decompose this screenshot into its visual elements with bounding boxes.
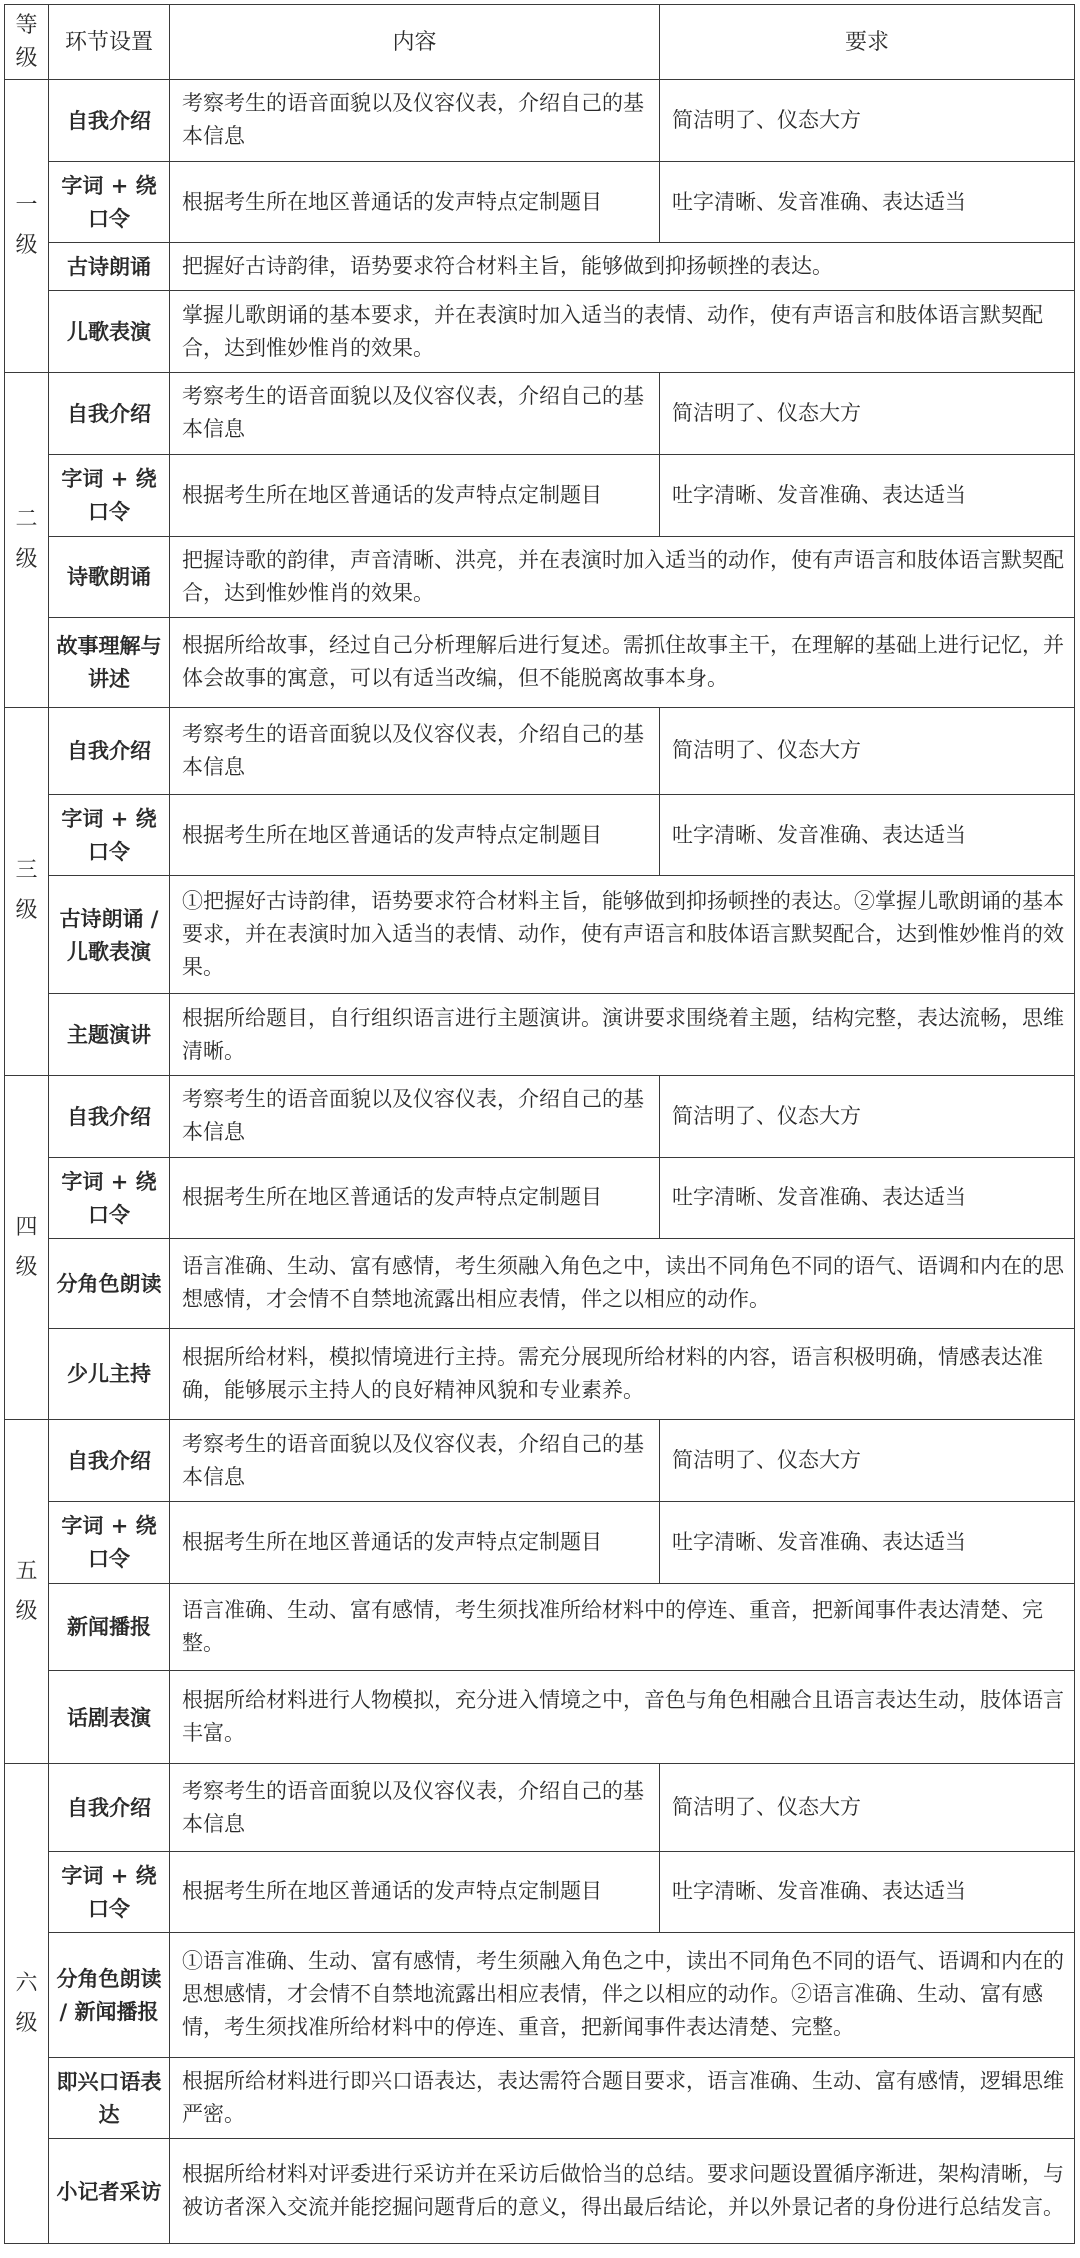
exam-requirements-table-container bbox=[4, 4, 1074, 2244]
requirement-cell: 简洁明了、仪态大方 bbox=[660, 373, 1075, 455]
table-row bbox=[5, 1670, 1075, 1764]
requirement-cell: 简洁明了、仪态大方 bbox=[660, 80, 1075, 162]
content-cell: 语言准确、生动、富有感情，考生须找准所给材料中的停连、重音，把新闻事件表达清楚、完整。 bbox=[170, 1583, 1075, 1670]
stage-cell: 自我介绍 bbox=[49, 1420, 170, 1502]
header-content: 内容 bbox=[170, 5, 660, 80]
level-cell bbox=[5, 1764, 49, 2244]
content-cell: 根据所给材料对评委进行采访并在采访后做恰当的总结。要求问题设置循序渐进，架构清晰，与被访者深入交流并能挖掘问题背后的意义，得出最后结论，并以外景记者的身份进行总结发言。 bbox=[170, 2139, 1075, 2244]
level-label: 四级 bbox=[15, 1214, 38, 1280]
content-cell: 根据所给材料进行即兴口语表达，表达需符合题目要求，语言准确、生动、富有感情，逻辑思维严密。 bbox=[170, 2057, 1075, 2139]
stage-cell: 故事理解与讲述 bbox=[49, 618, 170, 707]
content-cell: 语言准确、生动、富有感情，考生须融入角色之中，读出不同角色不同的语气、语调和内在的思想感情，才会情不自禁地流露出相应表情，伴之以相应的动作。 bbox=[170, 1239, 1075, 1328]
requirement-cell: 吐字清晰、发音准确、表达适当 bbox=[660, 1851, 1075, 1933]
table-row bbox=[5, 1075, 1075, 1157]
stage-cell: 自我介绍 bbox=[49, 707, 170, 794]
table-row bbox=[5, 794, 1075, 876]
content-cell: 根据所给材料进行人物模拟，充分进入情境之中，音色与角色相融合且语言表达生动，肢体语言丰富。 bbox=[170, 1670, 1075, 1764]
level-label: 六级 bbox=[15, 1970, 38, 2036]
table-row bbox=[5, 876, 1075, 994]
stage-cell: 儿歌表演 bbox=[49, 291, 170, 373]
content-cell: 考察考生的语音面貌以及仪容仪表，介绍自己的基本信息 bbox=[170, 1075, 660, 1157]
table-row bbox=[5, 1157, 1075, 1239]
requirement-cell: 吐字清晰、发音准确、表达适当 bbox=[660, 161, 1075, 243]
content-cell: 考察考生的语音面貌以及仪容仪表，介绍自己的基本信息 bbox=[170, 707, 660, 794]
requirement-cell: 简洁明了、仪态大方 bbox=[660, 707, 1075, 794]
stage-cell: 自我介绍 bbox=[49, 373, 170, 455]
stage-cell: 字词 + 绕口令 bbox=[49, 794, 170, 876]
stage-cell: 自我介绍 bbox=[49, 1764, 170, 1851]
level-cell bbox=[5, 1420, 49, 1764]
table-row bbox=[5, 618, 1075, 707]
level-cell bbox=[5, 1075, 49, 1419]
content-cell: 根据考生所在地区普通话的发声特点定制题目 bbox=[170, 1501, 660, 1583]
stage-cell: 话剧表演 bbox=[49, 1670, 170, 1764]
content-cell: 根据所给材料，模拟情境进行主持。需充分展现所给材料的内容，语言积极明确，情感表达准确，能够展示主持人的良好精神风貌和专业素养。 bbox=[170, 1328, 1075, 1420]
header-level: 等级 bbox=[5, 5, 49, 80]
table-row bbox=[5, 1851, 1075, 1933]
exam-requirements-table bbox=[4, 4, 1075, 2244]
stage-cell: 自我介绍 bbox=[49, 80, 170, 162]
requirement-cell: 吐字清晰、发音准确、表达适当 bbox=[660, 1501, 1075, 1583]
table-row bbox=[5, 536, 1075, 618]
level-cell bbox=[5, 80, 49, 373]
content-cell: 根据考生所在地区普通话的发声特点定制题目 bbox=[170, 1157, 660, 1239]
level-label: 五级 bbox=[15, 1558, 38, 1624]
requirement-cell: 简洁明了、仪态大方 bbox=[660, 1420, 1075, 1502]
header-requirement: 要求 bbox=[660, 5, 1075, 80]
content-cell: 根据考生所在地区普通话的发声特点定制题目 bbox=[170, 794, 660, 876]
table-row bbox=[5, 1420, 1075, 1502]
content-cell: 考察考生的语音面貌以及仪容仪表，介绍自己的基本信息 bbox=[170, 1420, 660, 1502]
stage-cell: 字词 + 绕口令 bbox=[49, 1851, 170, 1933]
table-row bbox=[5, 161, 1075, 243]
level-label: 一级 bbox=[15, 193, 38, 259]
table-row bbox=[5, 373, 1075, 455]
content-cell: 考察考生的语音面貌以及仪容仪表，介绍自己的基本信息 bbox=[170, 1764, 660, 1851]
requirement-cell: 简洁明了、仪态大方 bbox=[660, 1075, 1075, 1157]
content-cell: ①把握好古诗韵律，语势要求符合材料主旨，能够做到抑扬顿挫的表达。②掌握儿歌朗诵的基本要求，并在表演时加入适当的表情、动作，使有声语言和肢体语言默契配合，达到惟妙惟肖的效果。 bbox=[170, 876, 1075, 994]
table-row bbox=[5, 2057, 1075, 2139]
table-row bbox=[5, 1501, 1075, 1583]
requirement-cell: 吐字清晰、发音准确、表达适当 bbox=[660, 1157, 1075, 1239]
stage-cell: 字词 + 绕口令 bbox=[49, 454, 170, 536]
table-row bbox=[5, 291, 1075, 373]
content-cell: 把握好古诗韵律，语势要求符合材料主旨，能够做到抑扬顿挫的表达。 bbox=[170, 243, 1075, 291]
table-row bbox=[5, 1933, 1075, 2057]
content-cell: 根据考生所在地区普通话的发声特点定制题目 bbox=[170, 161, 660, 243]
content-cell: 根据考生所在地区普通话的发声特点定制题目 bbox=[170, 454, 660, 536]
header-row bbox=[5, 5, 1075, 80]
content-cell: 把握诗歌的韵律，声音清晰、洪亮，并在表演时加入适当的动作，使有声语言和肢体语言默契配合，达到惟妙惟肖的效果。 bbox=[170, 536, 1075, 618]
table-row bbox=[5, 2139, 1075, 2244]
level-cell bbox=[5, 373, 49, 708]
content-cell: 根据考生所在地区普通话的发声特点定制题目 bbox=[170, 1851, 660, 1933]
stage-cell: 主题演讲 bbox=[49, 994, 170, 1076]
stage-cell: 诗歌朗诵 bbox=[49, 536, 170, 618]
requirement-cell: 吐字清晰、发音准确、表达适当 bbox=[660, 454, 1075, 536]
level-label: 三级 bbox=[15, 858, 38, 924]
stage-cell: 即兴口语表达 bbox=[49, 2057, 170, 2139]
stage-cell: 字词 + 绕口令 bbox=[49, 161, 170, 243]
stage-cell: 字词 + 绕口令 bbox=[49, 1501, 170, 1583]
stage-cell: 古诗朗诵 bbox=[49, 243, 170, 291]
level-label: 二级 bbox=[15, 506, 38, 572]
content-cell: ①语言准确、生动、富有感情，考生须融入角色之中，读出不同角色不同的语气、语调和内在的思想感情，才会情不自禁地流露出相应表情，伴之以相应的动作。②语言准确、生动、富有感情，考生须找准所给材料中的停连、重音，把新闻事件表达清楚、完整。 bbox=[170, 1933, 1075, 2057]
content-cell: 考察考生的语音面貌以及仪容仪表，介绍自己的基本信息 bbox=[170, 80, 660, 162]
header-stage: 环节设置 bbox=[49, 5, 170, 80]
stage-cell: 小记者采访 bbox=[49, 2139, 170, 2244]
content-cell: 掌握儿歌朗诵的基本要求，并在表演时加入适当的表情、动作，使有声语言和肢体语言默契配合，达到惟妙惟肖的效果。 bbox=[170, 291, 1075, 373]
requirement-cell: 简洁明了、仪态大方 bbox=[660, 1764, 1075, 1851]
table-row bbox=[5, 707, 1075, 794]
stage-cell: 新闻播报 bbox=[49, 1583, 170, 1670]
table-row bbox=[5, 1583, 1075, 1670]
table-body bbox=[5, 80, 1075, 2244]
stage-cell: 字词 + 绕口令 bbox=[49, 1157, 170, 1239]
stage-cell: 古诗朗诵 / 儿歌表演 bbox=[49, 876, 170, 994]
stage-cell: 分角色朗读 / 新闻播报 bbox=[49, 1933, 170, 2057]
requirement-cell: 吐字清晰、发音准确、表达适当 bbox=[660, 794, 1075, 876]
content-cell: 根据所给题目，自行组织语言进行主题演讲。演讲要求围绕着主题，结构完整，表达流畅，思维清晰。 bbox=[170, 994, 1075, 1076]
table-row bbox=[5, 1764, 1075, 1851]
table-row bbox=[5, 994, 1075, 1076]
content-cell: 考察考生的语音面貌以及仪容仪表，介绍自己的基本信息 bbox=[170, 373, 660, 455]
table-row bbox=[5, 454, 1075, 536]
table-row bbox=[5, 1239, 1075, 1328]
stage-cell: 少儿主持 bbox=[49, 1328, 170, 1420]
table-row bbox=[5, 80, 1075, 162]
content-cell: 根据所给故事，经过自己分析理解后进行复述。需抓住故事主干，在理解的基础上进行记忆，并体会故事的寓意，可以有适当改编，但不能脱离故事本身。 bbox=[170, 618, 1075, 707]
level-cell bbox=[5, 707, 49, 1075]
table-row bbox=[5, 1328, 1075, 1420]
stage-cell: 自我介绍 bbox=[49, 1075, 170, 1157]
stage-cell: 分角色朗读 bbox=[49, 1239, 170, 1328]
table-row bbox=[5, 243, 1075, 291]
